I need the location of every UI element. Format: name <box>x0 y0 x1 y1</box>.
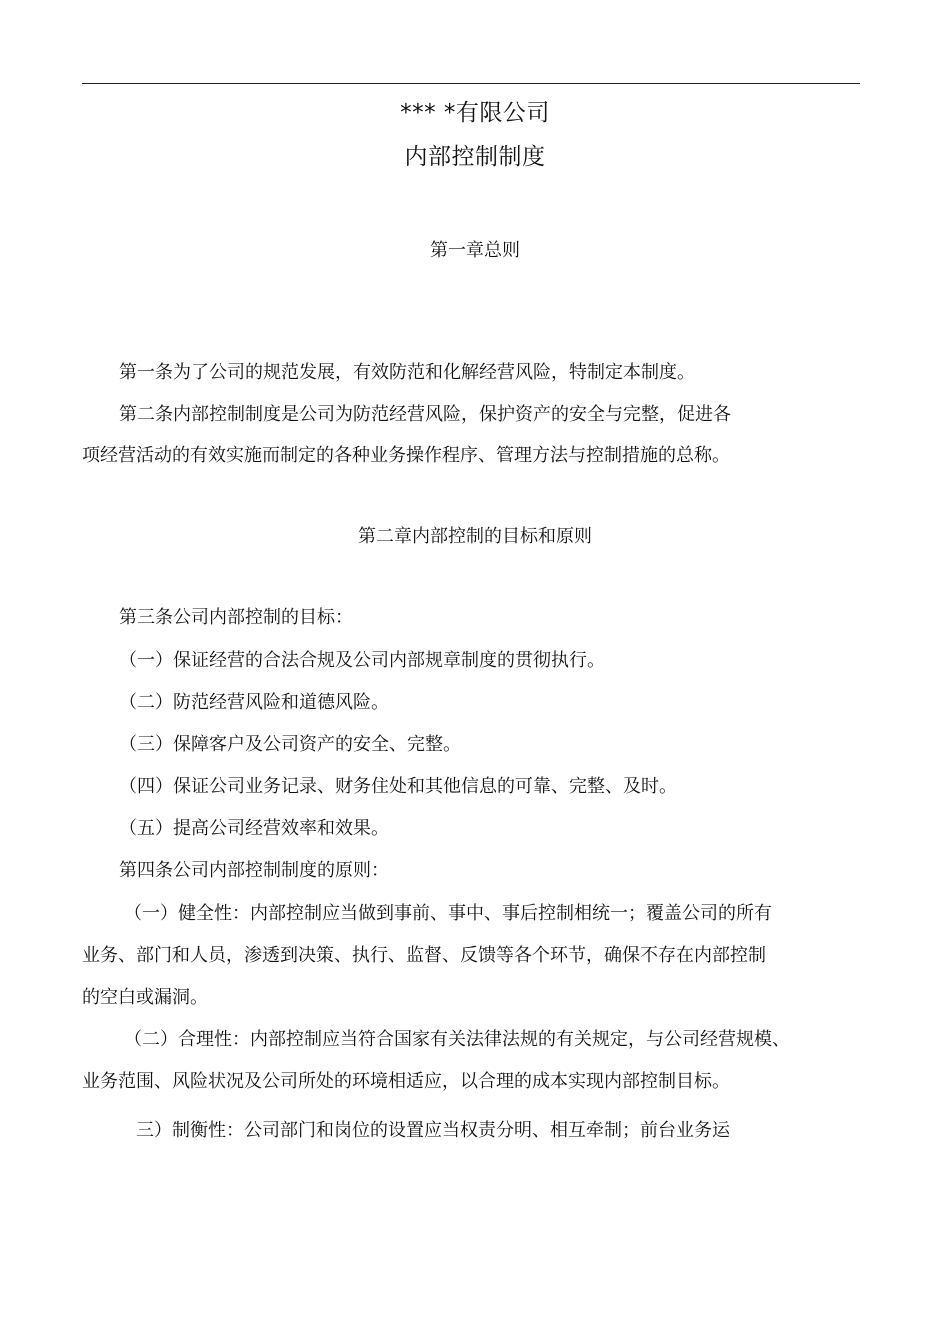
company-name: *** *有限公司 <box>400 100 550 126</box>
principle-2-line-2: 业务范围、风险状况及公司所处的环境相适应，以合理的成本实现内部控制目标。 <box>82 1071 730 1092</box>
goal-item: （一）保证经营的合法合规及公司内部规章制度的贯彻执行。 <box>119 650 605 671</box>
article-2-line-1: 第二条内部控制制度是公司为防范经营风险，保护资产的安全与完整，促进各 <box>119 404 731 425</box>
goal-item: （二）防范经营风险和道德风险。 <box>119 692 389 713</box>
header-rule <box>82 83 860 84</box>
article-1: 第一条为了公司的规范发展，有效防范和化解经营风险，特制定本制度。 <box>119 362 695 383</box>
article-3: 第三条公司内部控制的目标： <box>119 607 353 628</box>
principle-1-line-3: 的空白或漏洞。 <box>82 987 208 1008</box>
principle-2-line-1: （二）合理性：内部控制应当符合国家有关法律法规的有关规定，与公司经营规模、 <box>124 1029 790 1050</box>
article-4: 第四条公司内部控制制度的原则： <box>119 860 389 881</box>
goal-item: （五）提高公司经营效率和效果。 <box>119 818 389 839</box>
chapter-1-heading: 第一章总则 <box>430 240 520 261</box>
goal-item: （四）保证公司业务记录、财务住处和其他信息的可靠、完整、及时。 <box>119 776 677 797</box>
principle-1-line-1: （一）健全性：内部控制应当做到事前、事中、事后控制相统一；覆盖公司的所有 <box>124 903 772 924</box>
principle-1-line-2: 业务、部门和人员，渗透到决策、执行、监督、反馈等各个环节，确保不存在内部控制 <box>82 945 766 966</box>
goal-item: （三）保障客户及公司资产的安全、完整。 <box>119 734 461 755</box>
document-title: 内部控制制度 <box>404 144 546 170</box>
article-2-line-2: 项经营活动的有效实施而制定的各种业务操作程序、管理方法与控制措施的总称。 <box>82 445 730 466</box>
chapter-2-heading: 第二章内部控制的目标和原则 <box>358 526 592 547</box>
principle-3-line-1: 三）制衡性：公司部门和岗位的设置应当权责分明、相互牵制；前台业务运 <box>136 1120 730 1141</box>
